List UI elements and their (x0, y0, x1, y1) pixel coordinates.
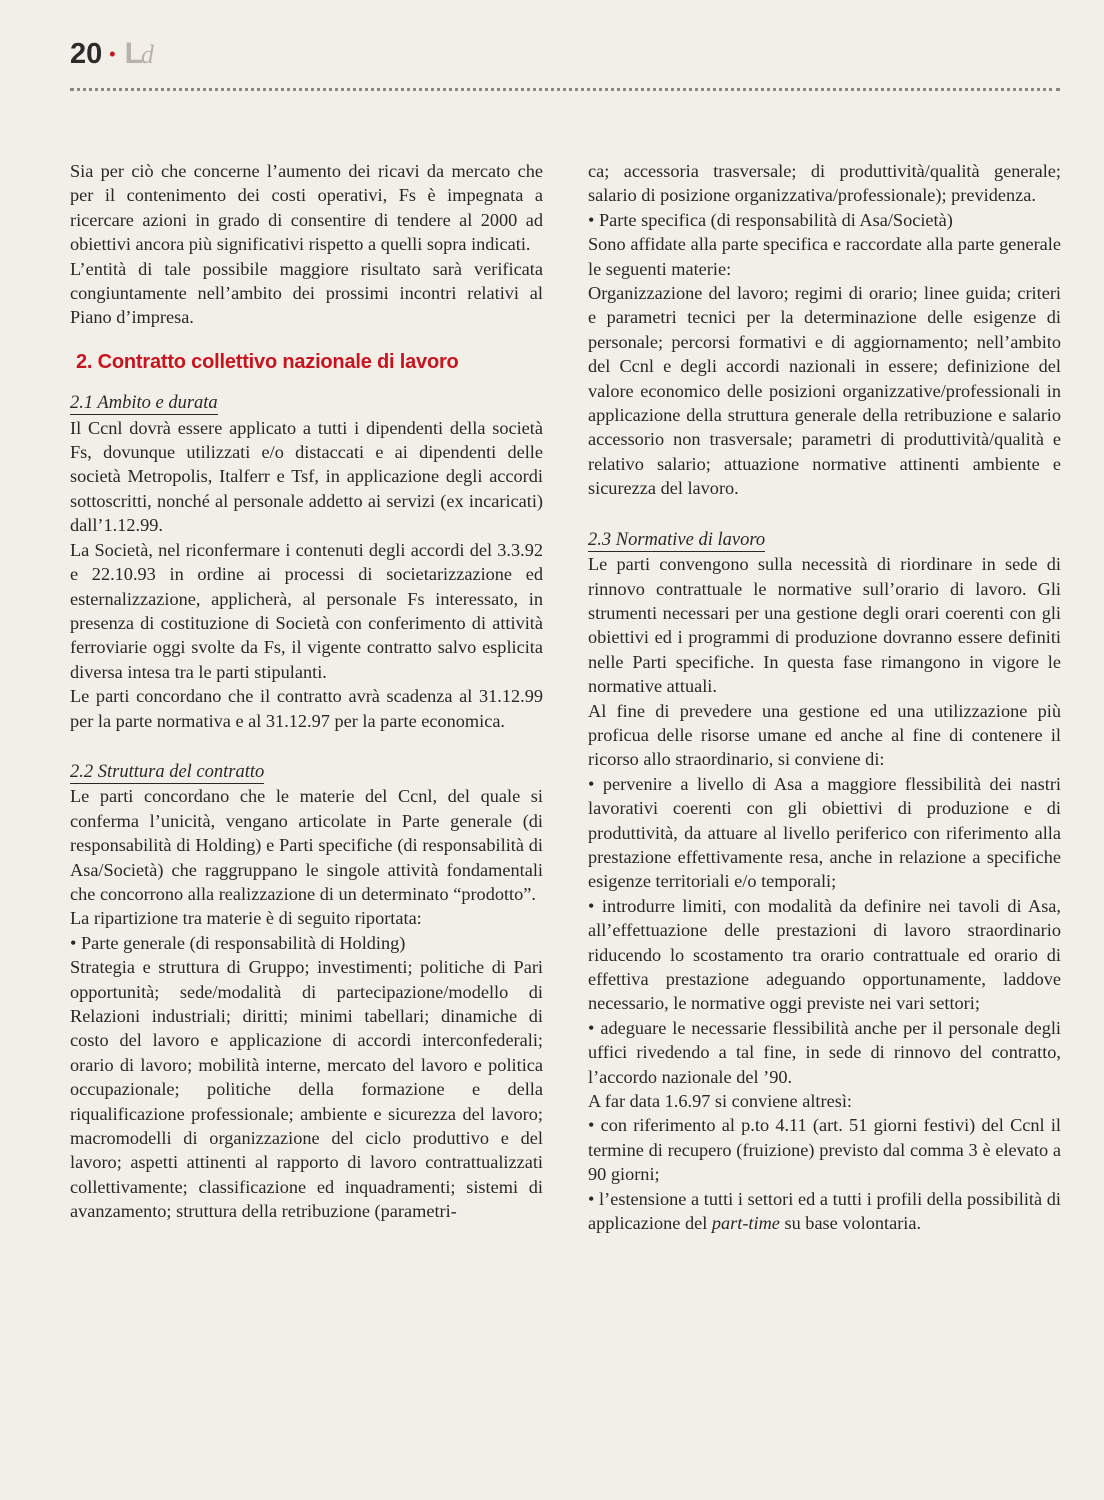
header-dotted-rule (70, 88, 1060, 91)
s22-paragraph-1: Le parti concordano che le materie del Ccnl, del quale si conferma l’unicità, vengano articolate in Parte generale (di responsabilità di Holding) e Parti specifiche (di responsabilità di Asa/Società) che raggruppano le singole attività fondamentali che concorrono alla realizzazione di un determinato “prodotto”. (70, 786, 543, 904)
page-header (70, 34, 152, 74)
s23-bullet-3: • adeguare le necessarie flessibilità anche per il personale degli uffici rivedendo a tal fine, in sede di rinnovo del contratto, l’accordo nazionale del ’90. (588, 1017, 1061, 1087)
intro-paragraph-1: Sia per ciò che concerne l’aumento dei ricavi da mercato che per il contenimento dei costi operativi, Fs è impegnata a ricercare azioni in grado di consentire di tendere al 2000 ad obiettivi ancora più significativi rispetto a quelli sopra indicati. (70, 161, 543, 255)
s22-paragraph-3: Strategia e struttura di Gruppo; investimenti; politiche di Pari opportunità; sede/modalità di partecipazione/modello di Relazioni industriali; diritti; minimi tabellari; dinamiche di costo del lavoro e applicazione di accordi interconfederali; orario di lavoro; mobilità interne, mercato del lavoro e politica occupazionale; politiche della formazione e della riqualificazione professionale; ambiente e sicurezza del lavoro; macromodelli di organizzazione del ciclo produttivo e del lavoro; aspetti attinenti al rapporto di lavoro contrattualizzati collettivamente; classificazione ed inquadramenti; sistemi di avanzamento; struttura della retribuzione (parametri- (70, 957, 543, 1222)
s23-bullet-5 (588, 1187, 1061, 1236)
part-time-term: part-time (711, 1213, 780, 1234)
s23-paragraph-1: Le parti convengono sulla necessità di riordinare in sede di rinnovo contrattuale le normative sull’orario di lavoro. Gli strumenti necessari per una gestione degli orari coerenti con gli obiettivi ed i programmi di produzione dovranno essere definiti nelle Parti specifiche. In questa fase rimangono in vigore le normative attuali. (588, 554, 1061, 697)
s21-paragraph-2: La Società, nel riconfermare i contenuti degli accordi del 3.3.92 e 22.10.93 in ordine ai processi di societarizzazione ed esternalizzazione, applicherà, al personale Fs interessato, in presenza di costituzione di Società con conferimento di attività ferroviarie oggi svolte da Fs, il vigente contratto salvo esplicita diversa intesa tra le parti stipulanti. (70, 539, 543, 682)
s23-paragraph-2: Al fine di prevedere una gestione ed una utilizzazione più proficua delle risorse umane ed anche al fine di contenere il ricorso allo straordinario, si conviene di: (588, 700, 1061, 770)
logo-letter-l: L (124, 37, 141, 70)
s22-paragraph-2: La ripartizione tra materie è di seguito riportata: (70, 908, 422, 929)
right-paragraph-1: ca; accessoria trasversale; di produttività/qualità generale; salario di posizione organizzativa/professionale); previdenza. (588, 161, 1061, 206)
left-column (70, 159, 543, 1224)
right-paragraph-3: Organizzazione del lavoro; regimi di orario; linee guida; criteri e parametri tecnici per la determinazione delle esigenze di personale; percorsi formativi e di aggiornamento; nell’ambito del Ccnl e degli accordi nazionali in essere; definizione del valore economico delle posizioni organizzative/professionali in applicazione della struttura generale della retribuzione e salario accessorio non trasversale; parametri di produttività/qualità e relativo salario; attuazione normative attinenti ambiente e sicurezza del lavoro. (588, 283, 1061, 499)
s23-bullet-4: • con riferimento al p.to 4.11 (art. 51 giorni festivi) del Ccnl il termine di recupero (fruizione) previsto dal comma 3 è elevato a 90 giorni; (588, 1115, 1061, 1185)
intro-paragraph-2: L’entità di tale possibile maggiore risultato sarà verificata congiuntamente nell’ambito dei prossimi incontri relativi al Piano d’impresa. (70, 258, 543, 328)
s21-paragraph-1: Il Ccnl dovrà essere applicato a tutti i dipendenti della società Fs, dovunque utilizzati e/o distaccati e ai dipendenti delle società Metropolis, Italferr e Tsf, in applicazione degli accordi sottoscritti, nonché al personale addetto ai servizi (ex incaricati) dall’1.12.99. (70, 417, 543, 536)
s23-bullet-5-text-b: su base volontaria. (779, 1213, 922, 1234)
s23-bullet-2: • introdurre limiti, con modalità da definire nei tavoli di Asa, all’effettuazione delle prestazioni di lavoro straordinario riducendo lo scostamento tra orario contrattuale ed orario di effettiva prestazione adeguando opportunamente, laddove necessario, le normative oggi previste nei vari settori; (588, 895, 1061, 1014)
section-title: 2. Contratto collettivo nazionale di lavoro (76, 350, 459, 373)
s23-bullet-5-text-a: • l’estensione a tutti i settori ed a tutti i profili della possibilità di applicazione del (588, 1188, 1061, 1234)
magazine-logo (125, 37, 152, 71)
page-number: 20 (70, 37, 103, 70)
s21-paragraph-3: Le parti concordano che il contratto avrà scadenza al 31.12.99 per la parte normativa e al 31.12.97 per la parte economica. (70, 686, 543, 731)
logo-letter-d: d (140, 40, 152, 69)
header-bullet: • (109, 43, 116, 64)
s22-bullet-1: • Parte generale (di responsabilità di Holding) (70, 932, 406, 953)
subsection-2-3-title: 2.3 Normative di lavoro (588, 529, 766, 550)
subsection-2-2-title: 2.2 Struttura del contratto (70, 761, 265, 782)
right-bullet-1: • Parte specifica (di responsabilità di Asa/Società) (588, 209, 953, 230)
subsection-2-1-title: 2.1 Ambito e durata (70, 393, 218, 414)
s23-bullet-1: • pervenire a livello di Asa a maggiore flessibilità dei nastri lavorativi coerenti con gli obiettivi di produzione e di produttività, da attuare al livello periferico con riferimento alla prestazione effettivamente resa, anche in relazione a specifiche esigenze territoriali e/o temporali; (588, 773, 1061, 892)
right-column (588, 159, 1061, 1235)
right-paragraph-2: Sono affidate alla parte specifica e raccordate alla parte generale le seguenti materie: (588, 234, 1061, 279)
s23-paragraph-3: A far data 1.6.97 si conviene altresì: (588, 1091, 852, 1112)
